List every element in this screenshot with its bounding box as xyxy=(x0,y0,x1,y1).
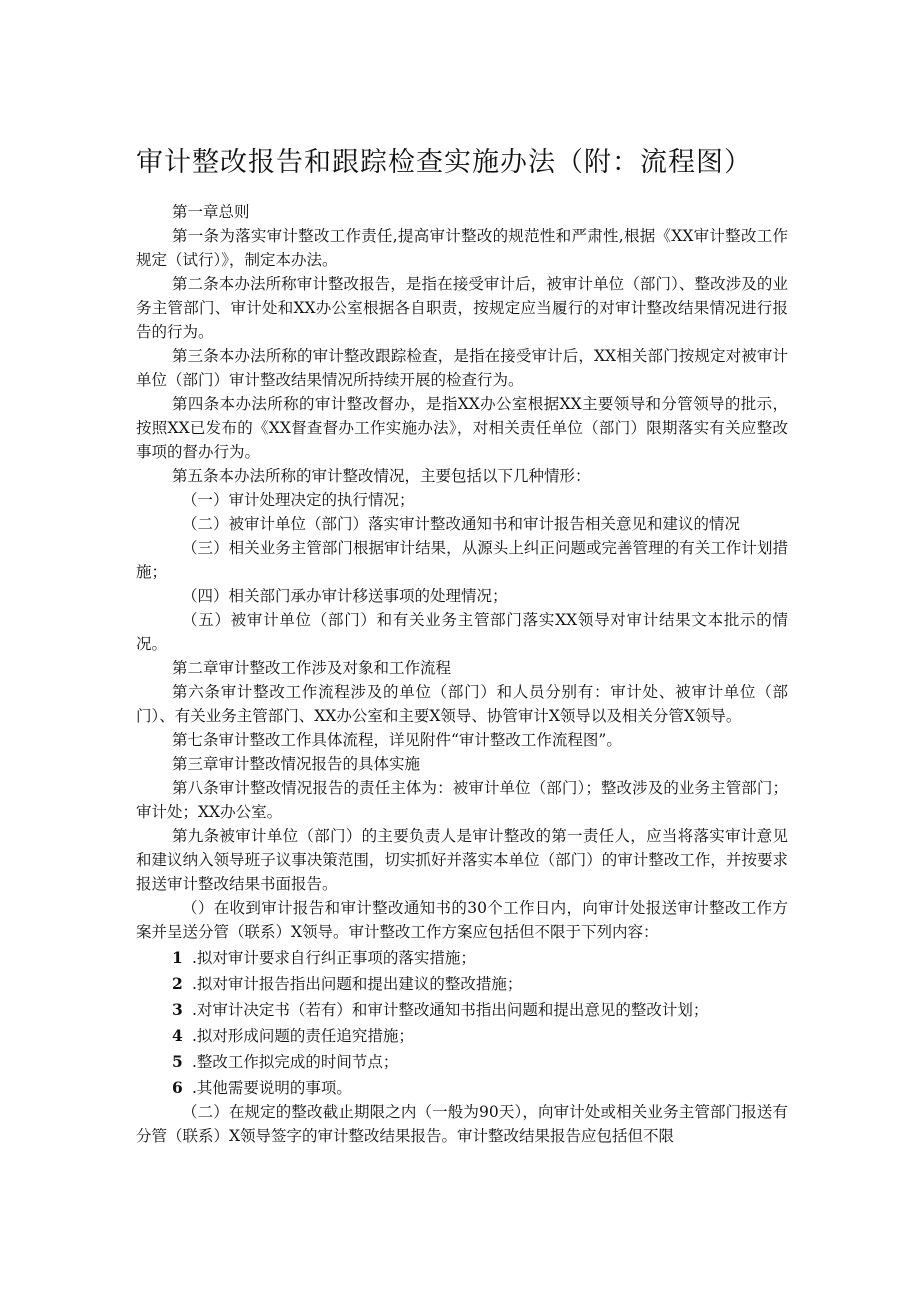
list-item-text: .拟对审计要求自行纠正事项的落实措施； xyxy=(192,949,476,967)
list-item xyxy=(136,1048,788,1074)
article-5-item-1: （一）审计处理决定的执行情况； xyxy=(182,491,415,509)
list-item xyxy=(136,996,788,1022)
list-item-text: .拟对形成问题的责任追究措施； xyxy=(192,1027,414,1045)
article-8: 第八条审计整改情况报告的责任主体为：被审计单位（部门）；整改涉及的业务主管部门；审计处；XX办公室。 xyxy=(136,779,788,821)
article-7: 第七条审计整改工作具体流程，详见附件“审计整改工作流程图”。 xyxy=(172,731,622,749)
list-item-number: 6 xyxy=(172,1078,183,1097)
article-5-item-4: （四）相关部门承办审计移送事项的处理情况； xyxy=(182,587,508,605)
list-item xyxy=(136,1074,788,1100)
list-item-text: .拟对审计报告指出问题和提出建议的整改措施； xyxy=(192,975,523,993)
list-item-text: .整改工作拟完成的时间节点； xyxy=(192,1053,399,1071)
chapter-1-heading: 第一章总则 xyxy=(172,203,250,221)
chapter-3-heading: 第三章审计整改情况报告的具体实施 xyxy=(172,755,421,773)
article-6: 第六条审计整改工作流程涉及的单位（部门）和人员分别有：审计处、被审计单位（部门）、有关业务主管部门、XX办公室和主要X领导、协管审计X领导以及相关分管X领导。 xyxy=(136,683,788,725)
list-item-text: .对审计决定书（若有）和审计整改通知书指出问题和提出意见的整改计划； xyxy=(192,1001,709,1019)
article-9-clause-2: （二）在规定的整改截止期限之内（一般为90天），向审计处或相关业务主管部门报送有分管（联系）X领导签字的审计整改结果报告。审计整改结果报告应包括但不限 xyxy=(136,1103,788,1145)
list-item xyxy=(136,1022,788,1048)
list-item-number: 1 xyxy=(172,948,183,967)
article-3: 第三条本办法所称的审计整改跟踪检查，是指在接受审计后，XX相关部门按规定对被审计单位（部门）审计整改结果情况所持续开展的检查行为。 xyxy=(136,347,788,389)
article-2: 第二条本办法所称审计整改报告，是指在接受审计后，被审计单位（部门）、整改涉及的业务主管部门、审计处和XX办公室根据各自职责，按规定应当履行的对审计整改结果情况进行报告的行为。 xyxy=(136,275,788,341)
chapter-2-heading: 第二章审计整改工作涉及对象和工作流程 xyxy=(172,659,452,677)
document-title: 审计整改报告和跟踪检查实施办法（附：流程图） xyxy=(136,147,752,178)
article-5: 第五条本办法所称的审计整改情况，主要包括以下几种情形： xyxy=(172,467,591,485)
list-item-text: .其他需要说明的事项。 xyxy=(192,1079,352,1097)
article-4: 第四条本办法所称的审计整改督办，是指XX办公室根据XX主要领导和分管领导的批示，按照XX已发布的《XX督查督办工作实施办法》，对相关责任单位（部门）限期落实有关应整改事项的督办行为。 xyxy=(136,395,788,461)
article-5-item-3: （三）相关业务主管部门根据审计结果，从源头上纠正问题或完善管理的有关工作计划措施； xyxy=(136,539,788,581)
list-item xyxy=(136,944,788,970)
list-item-number: 2 xyxy=(172,974,183,993)
article-9-clause-1: （）在收到审计报告和审计整改通知书的30个工作日内，向审计处报送审计整改工作方案并呈送分管（联系）X领导。审计整改工作方案应包括但不限于下列内容： xyxy=(136,899,788,941)
article-5-item-5: （五）被审计单位（部门）和有关业务主管部门落实XX领导对审计结果文本批示的情况。 xyxy=(136,611,788,653)
list-item-number: 4 xyxy=(172,1026,183,1045)
list-item xyxy=(136,970,788,996)
article-9: 第九条被审计单位（部门）的主要负责人是审计整改的第一责任人，应当将落实审计意见和建议纳入领导班子议事决策范围，切实抓好并落实本单位（部门）的审计整改工作，并按要求报送审计整改结果书面报告。 xyxy=(136,827,788,893)
list-item-number: 5 xyxy=(172,1052,183,1071)
list-item-number: 3 xyxy=(172,1000,183,1019)
document-body xyxy=(136,200,788,1148)
article-1: 第一条为落实审计整改工作责任,提高审计整改的规范性和严肃性,根据《XX审计整改工作规定（试行）》，制定本办法。 xyxy=(136,227,788,269)
article-5-item-2: （二）被审计单位（部门）落实审计整改通知书和审计报告相关意见和建议的情况 xyxy=(182,515,741,533)
